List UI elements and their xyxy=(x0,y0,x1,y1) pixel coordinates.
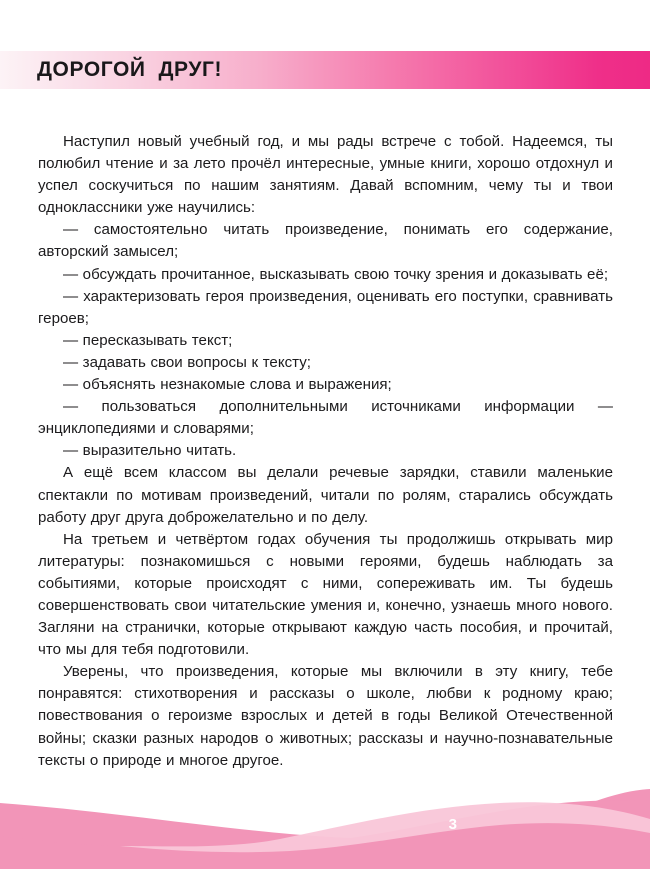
paragraph-closing: Уверены, что произведения, которые мы включили в эту книгу, тебе понравятся: стихотворения и рассказы о школе, любви к родному краю; повествования о героизме взрослых и детей в годы Великой Отечественной войны; сказки разных народов о животных; рассказы и научно-познавательные тексты о природе и многое другое. xyxy=(38,663,613,769)
list-item: — пользоваться дополнительными источниками информации — энциклопедиями и словарями; xyxy=(38,398,613,438)
list-item: — объяснять незнакомые слова и выражения; xyxy=(63,376,392,394)
list-item: — выразительно читать. xyxy=(63,442,237,460)
skills-list xyxy=(38,219,613,462)
page-number: 3 xyxy=(448,816,458,833)
paragraph-years-ahead: На третьем и четвёртом годах обучения ты продолжишь открывать мир литературы: познакомишься с новыми героями, будешь наблюдать за событиями, которые происходят с ними, сопереживать им. Ты будешь совершенствовать свои читательские умения и, конечно, узнаешь много нового. Загляни на странички, которые открывают каждую часть пособия, и прочитай, что мы для тебя подготовили. xyxy=(38,530,613,659)
page-title: ДОРОГОЙ ДРУГ! xyxy=(37,58,223,81)
list-item: — пересказывать текст; xyxy=(63,331,233,349)
article-body xyxy=(38,131,613,772)
list-item: — задавать свои вопросы к тексту; xyxy=(63,353,311,371)
list-item: — самостоятельно читать произведение, понимать его содержание, авторский замысел; xyxy=(38,221,613,261)
paragraph-class-work: А ещё всем классом вы делали речевые зарядки, ставили маленькие спектакли по мотивам произведений, читали по ролям, старались обсуждать работу друг друга доброжелательно и по делу. xyxy=(38,464,613,526)
list-item: — характеризовать героя произведения, оценивать его поступки, сравнивать героев; xyxy=(38,287,613,327)
list-item: — обсуждать прочитанное, высказывать свою точку зрения и доказывать её; xyxy=(63,265,609,283)
paragraph-intro: Наступил новый учебный год, и мы рады встрече с тобой. Надеемся, ты полюбил чтение и за лето прочёл интересные, умные книги, хорошо отдохнул и успел соскучиться по нашим занятиям. Давай вспомним, чему ты и твои одноклассники уже научились: xyxy=(38,133,613,217)
